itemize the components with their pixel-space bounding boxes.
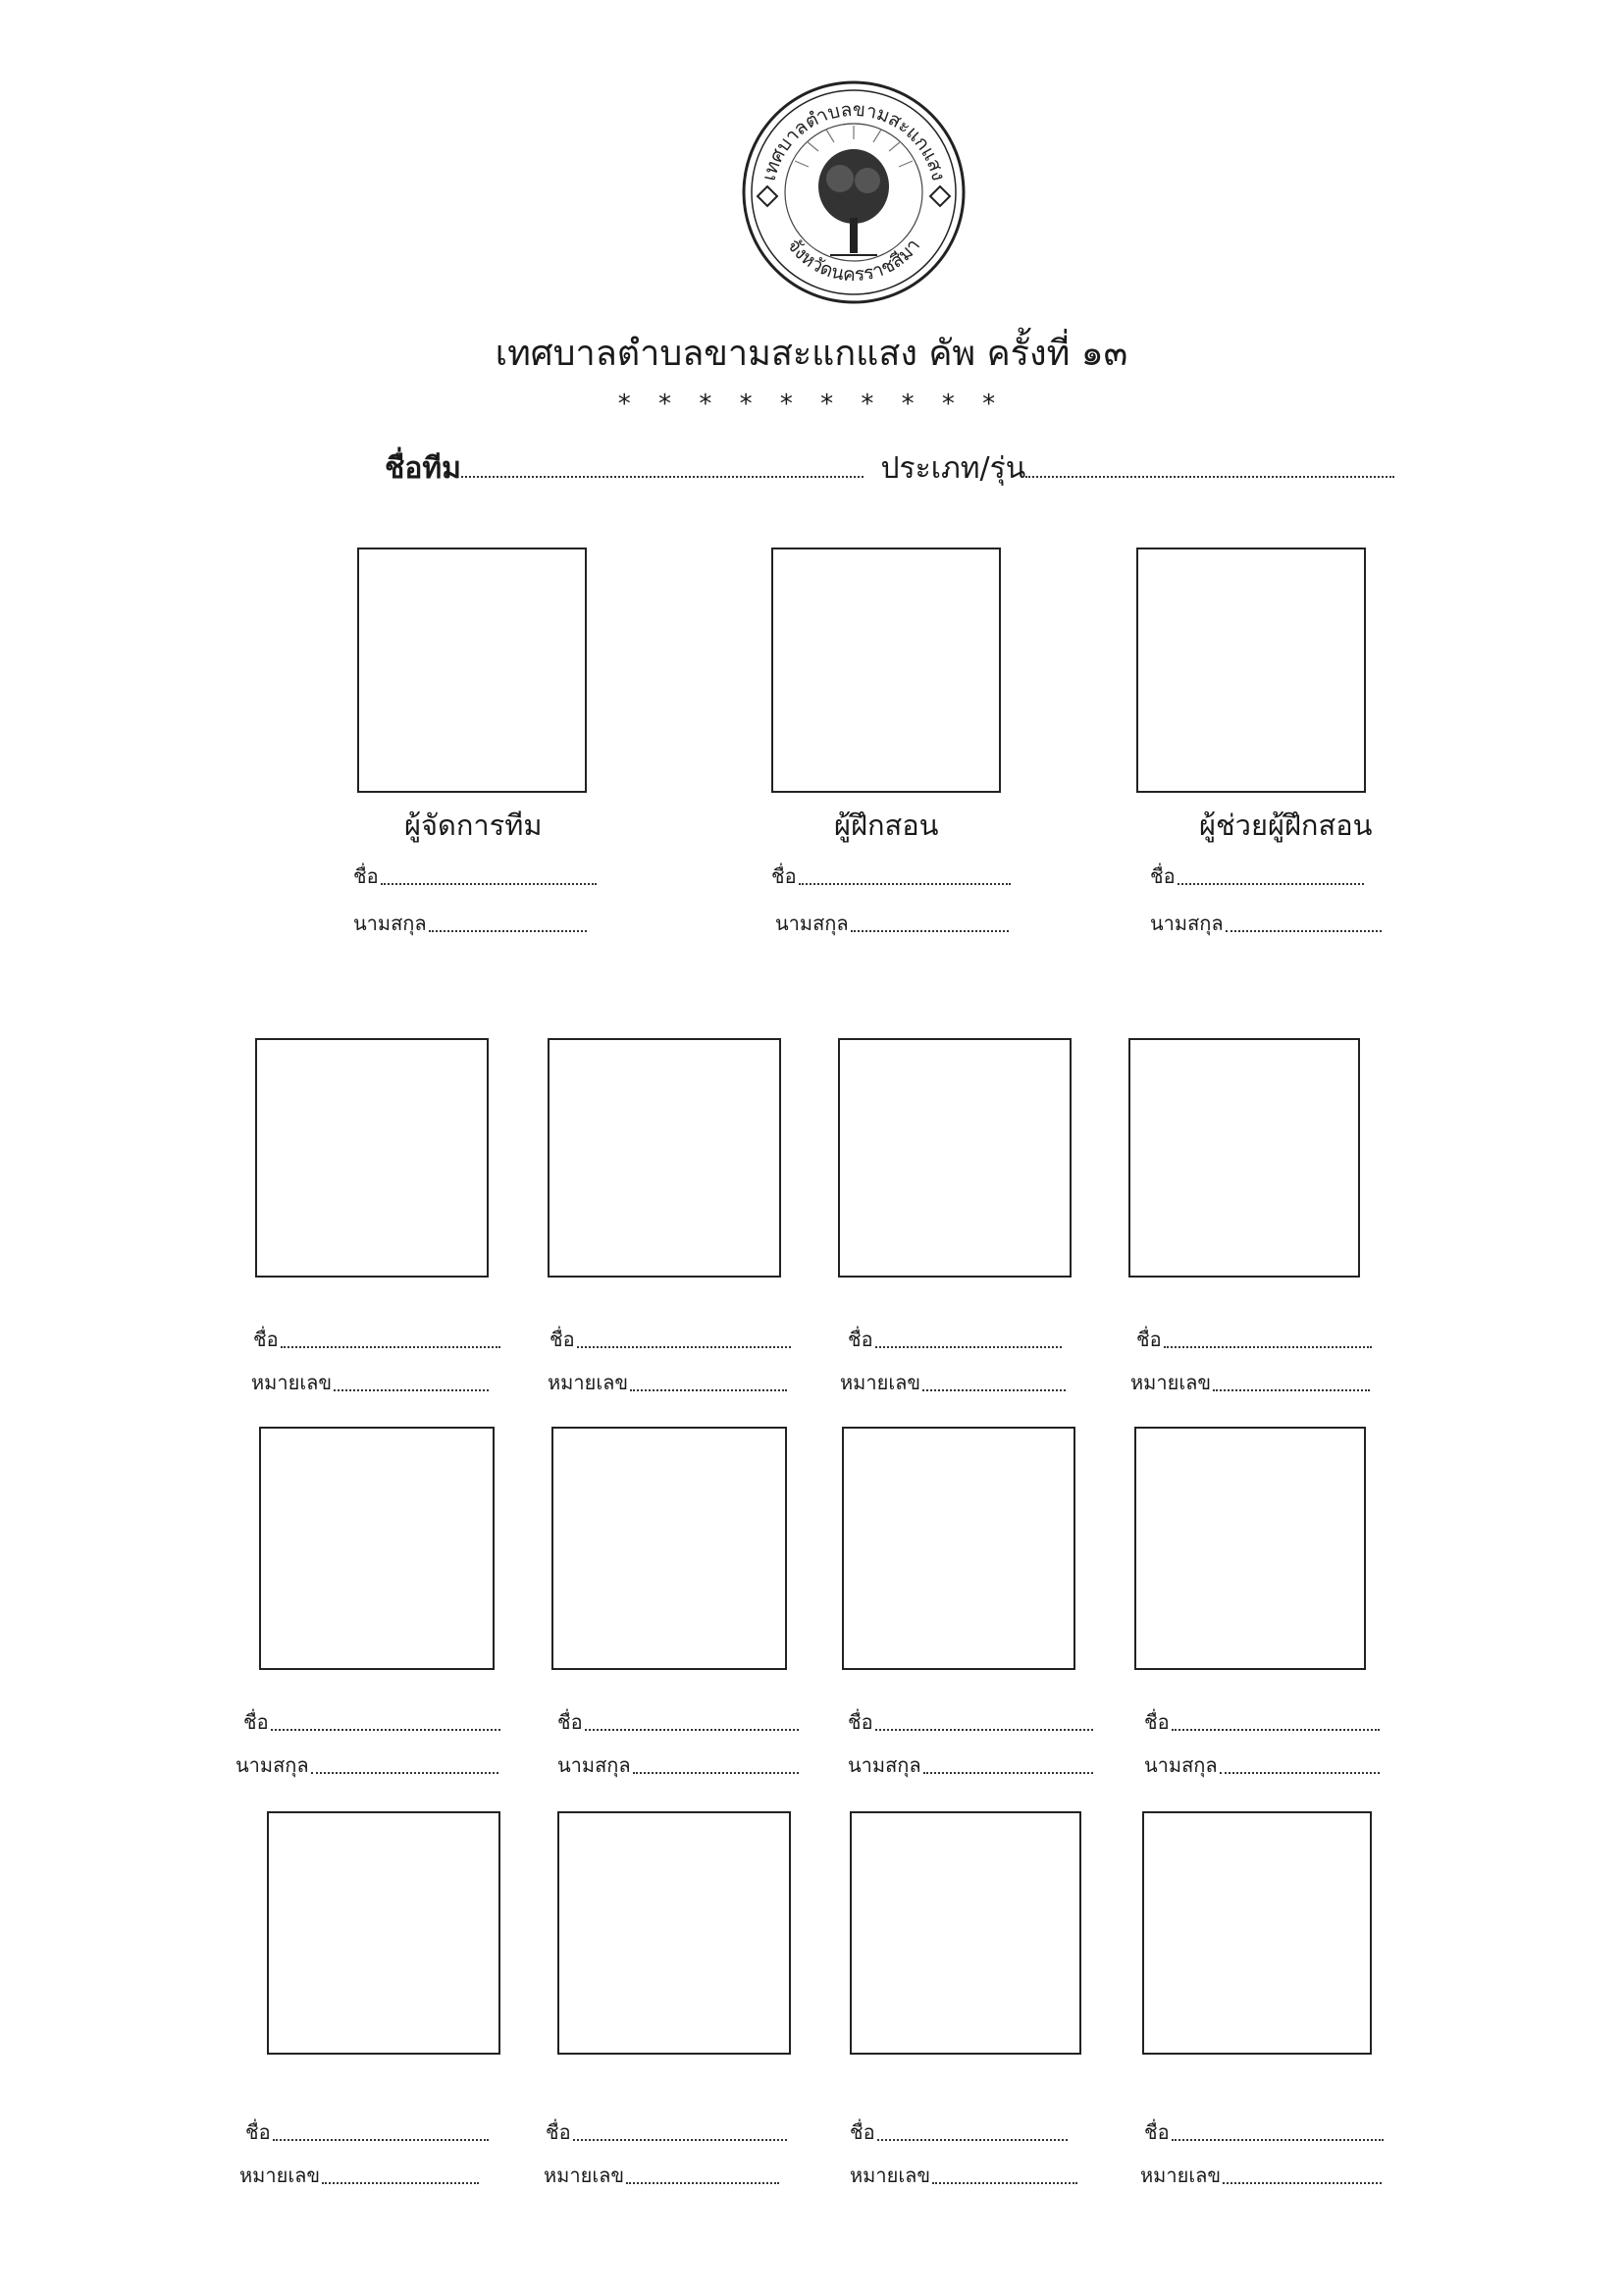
assistant-coach-surname-field[interactable]: นามสกุล: [1150, 911, 1382, 936]
player-surname-field[interactable]: นามสกุล: [1144, 1752, 1380, 1778]
player-number-field[interactable]: หมายเลข: [1130, 1370, 1370, 1395]
photo-box-assistant-coach[interactable]: [1136, 548, 1366, 793]
player-number-field[interactable]: หมายเลข: [840, 1370, 1066, 1395]
photo-box-player[interactable]: [850, 1811, 1081, 2055]
player-number-field[interactable]: หมายเลข: [548, 1370, 787, 1395]
photo-box-player[interactable]: [1142, 1811, 1372, 2055]
municipality-seal-logo: [736, 71, 971, 306]
seal-text-top: เทศบาลตำบลขามสะแกแสง: [758, 98, 950, 183]
manager-name-field[interactable]: ชื่อ: [353, 863, 597, 889]
player-number-field[interactable]: หมายเลข: [239, 2163, 479, 2188]
player-name-field[interactable]: ชื่อ: [243, 1709, 500, 1735]
photo-box-player[interactable]: [842, 1427, 1075, 1670]
role-team-manager: ผู้จัดการทีม: [404, 809, 543, 842]
player-name-field[interactable]: ชื่อ: [557, 1709, 799, 1735]
player-name-field[interactable]: ชื่อ: [1136, 1327, 1372, 1352]
coach-surname-field[interactable]: นามสกุล: [775, 911, 1009, 936]
photo-box-player[interactable]: [1134, 1427, 1366, 1670]
photo-box-coach[interactable]: [771, 548, 1001, 793]
player-name-field[interactable]: ชื่อ: [253, 1327, 500, 1352]
player-number-field[interactable]: หมายเลข: [251, 1370, 489, 1395]
assistant-coach-name-field[interactable]: ชื่อ: [1150, 863, 1364, 889]
photo-box-player[interactable]: [1128, 1038, 1360, 1278]
photo-box-manager[interactable]: [357, 548, 587, 793]
player-name-field[interactable]: ชื่อ: [850, 2119, 1068, 2145]
photo-box-player[interactable]: [557, 1811, 791, 2055]
player-surname-field[interactable]: นามสกุล: [848, 1752, 1093, 1778]
photo-box-player[interactable]: [551, 1427, 787, 1670]
photo-box-player[interactable]: [548, 1038, 781, 1278]
player-number-field[interactable]: หมายเลข: [850, 2163, 1077, 2188]
team-name-label: ชื่อทีม: [385, 451, 461, 486]
player-name-field[interactable]: ชื่อ: [245, 2119, 489, 2145]
player-name-field[interactable]: ชื่อ: [848, 1709, 1093, 1735]
player-name-field[interactable]: ชื่อ: [550, 1327, 791, 1352]
player-number-field[interactable]: หมายเลข: [544, 2163, 779, 2188]
player-name-field[interactable]: ชื่อ: [848, 1327, 1062, 1352]
type-field[interactable]: [1025, 450, 1394, 478]
manager-surname-field[interactable]: นามสกุล: [353, 911, 587, 936]
photo-box-player[interactable]: [838, 1038, 1072, 1278]
coach-name-field[interactable]: ชื่อ: [771, 863, 1011, 889]
player-name-field[interactable]: ชื่อ: [1144, 2119, 1384, 2145]
seal-text-bottom: จังหวัดนครราชสีมา: [782, 235, 925, 287]
player-name-field[interactable]: ชื่อ: [546, 2119, 787, 2145]
form-title: เทศบาลตำบลขามสะแกแสง คัพ ครั้งที่ ๑๓: [495, 334, 1128, 374]
team-name-row: [385, 449, 1394, 489]
title-divider-stars: * * * * * * * * * *: [617, 390, 1006, 419]
photo-box-player[interactable]: [259, 1427, 495, 1670]
photo-box-player[interactable]: [255, 1038, 489, 1278]
player-number-field[interactable]: หมายเลข: [1140, 2163, 1382, 2188]
player-surname-field[interactable]: นามสกุล: [236, 1752, 498, 1778]
player-surname-field[interactable]: นามสกุล: [557, 1752, 799, 1778]
type-label: ประเภท/รุ่น: [880, 451, 1026, 486]
role-assistant-coach: ผู้ช่วยผู้ฝึกสอน: [1199, 809, 1373, 842]
player-name-field[interactable]: ชื่อ: [1144, 1709, 1380, 1735]
team-name-field[interactable]: [461, 450, 864, 478]
role-coach: ผู้ฝึกสอน: [834, 809, 939, 842]
photo-box-player[interactable]: [267, 1811, 500, 2055]
